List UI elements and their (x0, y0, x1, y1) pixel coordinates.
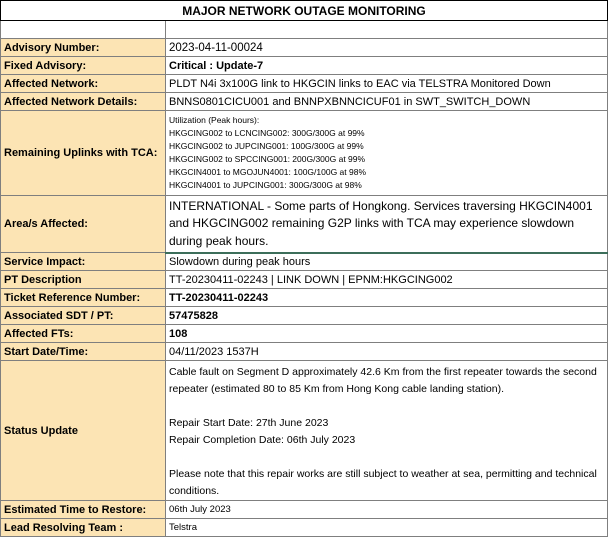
ticket-reference-value[interactable]: TT-20230411-02243 (166, 289, 608, 307)
uplink-line: HKGCIN4001 to JUPCING001: 300G/300G at 98% (169, 180, 362, 190)
uplink-line: HKGCING002 to JUPCING001: 100G/300G at 99% (169, 141, 364, 151)
row-affected-fts (1, 325, 608, 343)
row-affected-network (1, 75, 608, 93)
repair-completion-date: Repair Completion Date: 06th July 2023 (169, 434, 356, 446)
status-note: Please note that this repair works are still subject to weather at sea, permitting and technical conditions. (169, 468, 597, 497)
status-paragraph: Cable fault on Segment D approximately 42.6 Km from the first repeater towards the second repeater (estimated 80 to 85 Km from Hong Kong cable landing station). (169, 366, 597, 395)
affected-fts-value[interactable]: 108 (166, 325, 608, 343)
start-datetime-value[interactable]: 04/11/2023 1537H (166, 343, 608, 361)
affected-network-value[interactable]: PLDT N4i 3x100G link to HKGCIN links to EAC via TELSTRA Monitored Down (166, 75, 608, 93)
row-areas-affected (1, 196, 608, 253)
blank-cell-right (166, 21, 608, 39)
row-status-update (1, 361, 608, 501)
lead-team-value[interactable]: Telstra (166, 519, 608, 537)
advisory-number-value[interactable]: 2023-04-11-00024 (166, 39, 608, 57)
row-advisory-number (1, 39, 608, 57)
advisory-number-label: Advisory Number: (1, 39, 166, 57)
estimated-restore-label: Estimated Time to Restore: (1, 501, 166, 519)
fixed-advisory-label: Fixed Advisory: (1, 57, 166, 75)
affected-fts-label: Affected FTs: (1, 325, 166, 343)
uplink-line: HKGCING002 to SPCCING001: 200G/300G at 99% (169, 154, 366, 164)
uplink-line: HKGCIN4001 to MGOJUN4001: 100G/100G at 98% (169, 167, 367, 177)
pt-description-label: PT Description (1, 271, 166, 289)
service-impact-label: Service Impact: (1, 253, 166, 271)
uplink-line: HKGCING002 to LCNCING002: 300G/300G at 99% (169, 128, 365, 138)
row-start-datetime (1, 343, 608, 361)
areas-affected-value[interactable]: INTERNATIONAL - Some parts of Hongkong. Services traversing HKGCIN4001 and HKGCING002 remaining G2P links with TCA may experience slowdown during peak hours. (166, 196, 608, 253)
remaining-uplinks-value[interactable] (166, 111, 608, 196)
title-row (1, 1, 608, 21)
ticket-reference-label: Ticket Reference Number: (1, 289, 166, 307)
pt-description-value[interactable]: TT-20230411-02243 | LINK DOWN | EPNM:HKGCING002 (166, 271, 608, 289)
row-ticket-reference (1, 289, 608, 307)
uplink-line: Utilization (Peak hours): (169, 115, 260, 125)
start-datetime-label: Start Date/Time: (1, 343, 166, 361)
blank-cell-left (1, 21, 166, 39)
service-impact-value[interactable]: Slowdown during peak hours (166, 253, 608, 271)
estimated-restore-value[interactable]: 06th July 2023 (166, 501, 608, 519)
sheet-title: MAJOR NETWORK OUTAGE MONITORING (1, 1, 608, 21)
affected-network-details-value[interactable]: BNNS0801CICU001 and BNNPXBNNCICUF01 in SWT_SWITCH_DOWN (166, 93, 608, 111)
fixed-advisory-value[interactable]: Critical : Update-7 (166, 57, 608, 75)
row-service-impact (1, 253, 608, 271)
repair-start-date: Repair Start Date: 27th June 2023 (169, 417, 329, 429)
affected-network-details-label: Affected Network Details: (1, 93, 166, 111)
status-update-value[interactable] (166, 361, 608, 501)
affected-network-label: Affected Network: (1, 75, 166, 93)
status-spacer (169, 398, 604, 415)
row-pt-description (1, 271, 608, 289)
remaining-uplinks-label: Remaining Uplinks with TCA: (1, 111, 166, 196)
blank-row (1, 21, 608, 39)
status-spacer (169, 449, 604, 466)
lead-team-label: Lead Resolving Team : (1, 519, 166, 537)
row-fixed-advisory (1, 57, 608, 75)
associated-sdt-label: Associated SDT / PT: (1, 307, 166, 325)
status-update-label: Status Update (1, 361, 166, 501)
areas-affected-label: Area/s Affected: (1, 196, 166, 253)
row-remaining-uplinks (1, 111, 608, 196)
row-affected-network-details (1, 93, 608, 111)
row-associated-sdt (1, 307, 608, 325)
row-estimated-restore (1, 501, 608, 519)
row-lead-team (1, 519, 608, 537)
associated-sdt-value[interactable]: 57475828 (166, 307, 608, 325)
